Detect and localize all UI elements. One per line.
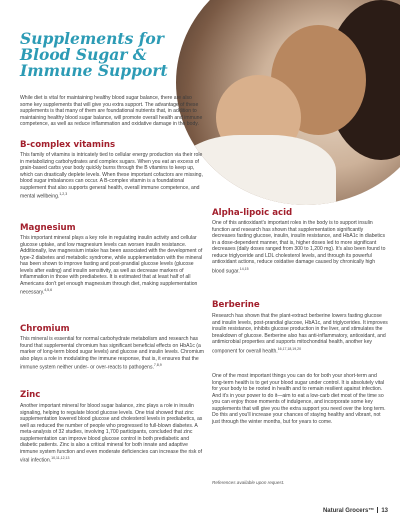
bcomplex-heading: B-complex vitamins — [20, 140, 116, 150]
zinc-body — [20, 403, 205, 465]
chromium-refs: 7,8,9 — [153, 363, 162, 368]
berberine-body — [212, 313, 388, 355]
publication-name: Natural Grocers™ — [322, 508, 375, 514]
ala-body — [212, 220, 388, 275]
zinc-heading: Zinc — [20, 390, 41, 400]
family-photo — [176, 0, 400, 205]
magnesium-body — [20, 235, 205, 297]
ala-refs: 14,15 — [239, 266, 249, 271]
intro-text: While diet is vital for maintaining healthy blood sugar balance, there are also some key supplements that will give you extra support. The advantage of these supplements is that many of them are foundational nutrients that, in addition to maintaining healthy blood sugar balance, will promote overall health and immune competence, as well as reduce inflammation and oxidative damage in the body. — [20, 95, 203, 128]
berberine-heading: Berberine — [212, 300, 260, 310]
ala-heading: Alpha-lipoic acid — [212, 208, 293, 218]
magnesium-heading: Magnesium — [20, 223, 76, 233]
closing-text: One of the most important things you can do for both your short-term and long-term health is to get your blood sugar under control. It is absolutely vital for your body to be rooted in health and to remain resilient against infection. And it's in your power to do it—aim to eat a low-carb diet most of the time so you can enjoy those moments of indulgence, and incorporate some key supplements that will give you the extra support you need over the long term. Do this and you'll increase your chances of staying healthy and vibrant, not just through the winter months, but for years to come. — [212, 373, 386, 425]
footer-divider — [377, 507, 378, 513]
page-footer — [323, 507, 388, 514]
magnesium-refs: 4,5,6 — [44, 288, 53, 293]
page-title: Supplements for Blood Sugar & Immune Support — [20, 29, 168, 80]
bcomplex-refs: 1,2,3 — [59, 192, 68, 197]
bcomplex-text: This family of vitamins is intricately tied to cellular energy production via their role in metabolizing carbohydrates and complex sugars. When you eat an excess of grain-based carbs your body quickly burns through the B vitamins to keep up, which can drastically deplete levels. When these important cofactors are missing, blood sugar imbalances can occur. A B-complex vitamin is a foundational supplement that also supports general health, overall immune competence, and mental wellbeing. — [20, 152, 203, 200]
references-note: References available upon request. — [212, 480, 285, 485]
zinc-text: Another important mineral for blood sugar balance, zinc plays a role in insulin signaling, helping to regulate blood glucose levels. One trial showed that zinc supplementation lowered blood glucose and cholesterol levels in prediabetics, as well as reduced the number of people who progressed to full-blown diabetes. A meta-analysis of 32 studies, involving 1,700 participants, concluded that zinc supplementation can improve blood glucose control in both prediabetic and diabetic patients. Zinc is also a critical mineral for both innate and adaptive immune system function and even moderate deficiencies can increase the risk of viral infection. — [20, 403, 203, 465]
ala-text: One of this antioxidant's important roles in the body is to support insulin function and research has shown that supplementation significantly decreases fasting glucose, insulin, insulin resistance, and HbA1c in diabetics in a dose-dependent manner, that is, higher doses led to more significant decreases (daily doses ranged from 300 to 1,200 mg). It's also been found to reduce triglyceride and LDL cholesterol levels, and through its powerful antioxidant actions, reduce oxidative damage caused by chronically high blood sugar. — [212, 220, 386, 275]
chromium-text: This mineral is essential for normal carbohydrate metabolism and research has found that supplemental chromium has significant beneficial effects on HbA1c (a marker of long-term blood sugar levels) and glucose and insulin levels. Chromium also plays a role in modulating the immune response, that is, it ensures that the immune system neither under- or over-reacts to pathogens. — [20, 336, 205, 371]
closing-paragraph — [212, 373, 388, 425]
chromium-body — [20, 336, 205, 371]
berberine-refs: 16,17,18,19,20 — [277, 346, 302, 351]
berberine-text: Research has shown that the plant-extract berberine lowers fasting glucose and insulin levels, post-prandial glucose, HbA1c, and triglycerides. It improves insulin resistance, inhibits glucose production in the liver, and stimulates the breakdown of glucose. Berberine also has anti-inflammatory, antioxidant, and antimicrobial properties and supports mitochondrial health, another key component for overall health. — [212, 313, 388, 355]
page-number: 13 — [381, 508, 388, 514]
magnesium-text: This important mineral plays a key role in regulating insulin activity and cellular glucose uptake, and low magnesium levels can worsen insulin resistance. Additionally, low magnesium intake has been associated with the development of type-2 diabetes and metabolic syndrome, while supplementation with the mineral has been shown to improve fasting and post-prandial glucose levels (glucose levels after eating) and insulin sensitivity, as well as decrease markers of inflammation in those with prediabetes. It is estimated that at least half of all Americans don't get enough magnesium through diet, making supplementation necessary. — [20, 235, 203, 297]
bcomplex-body — [20, 152, 205, 201]
intro-paragraph — [20, 95, 205, 128]
zinc-refs: 10,11,12,13 — [51, 456, 70, 461]
chromium-heading: Chromium — [20, 324, 70, 334]
